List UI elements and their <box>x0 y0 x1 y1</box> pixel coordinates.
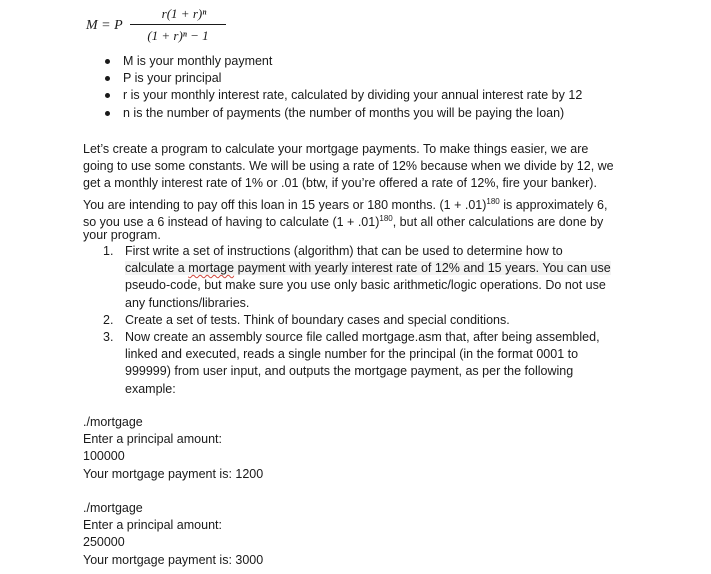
paragraph-line: Let’s create a program to calculate your mortgage payments. To make things easier, we are <box>83 142 589 156</box>
variable-list <box>103 53 582 122</box>
example-prompt: Enter a principal amount: <box>83 518 222 533</box>
fraction-bar <box>130 24 226 25</box>
superscript: 180 <box>486 196 500 206</box>
step-line: linked and executed, reads a single number for the principal (in the format 0001 to <box>125 347 579 362</box>
step-number: 3. <box>103 329 114 344</box>
step-number: 1. <box>103 244 114 258</box>
bullet-icon <box>105 93 110 98</box>
formula-denominator: (1 + r)ⁿ − 1 <box>147 28 209 43</box>
step-item <box>103 243 611 312</box>
bullet-icon <box>105 111 110 116</box>
example-prompt: Enter a principal amount: <box>83 432 222 447</box>
example-command: ./mortgage <box>83 415 143 429</box>
step-item <box>103 329 611 398</box>
bullet-icon <box>105 59 110 64</box>
step-line: Create a set of tests. Think of boundary cases and special conditions. <box>125 312 510 327</box>
highlighted-text <box>125 261 611 275</box>
formula-lhs: M = P <box>86 18 123 33</box>
step-line <box>125 260 611 277</box>
text-segment: , but all other calculations are done by <box>392 214 604 229</box>
example-output: Your mortgage payment is: 1200 <box>83 466 264 481</box>
intro-paragraph <box>83 141 643 244</box>
step-line: example: <box>125 381 176 396</box>
example-input: 100000 <box>83 449 125 464</box>
paragraph-line <box>83 193 643 210</box>
variable-text: M is your monthly payment <box>123 54 273 68</box>
misspelled-word[interactable]: mortage <box>188 261 235 276</box>
example-block <box>83 414 263 483</box>
step-line: Now create an assembly source file called mortgage.asm that, after being assembled, <box>125 329 600 344</box>
variable-text: r is your monthly interest rate, calculated by dividing your annual interest rate by 12 <box>123 88 583 103</box>
step-line: 999999) from user input, and outputs the mortgage payment, as per the following <box>125 364 574 379</box>
formula-fraction <box>130 6 226 44</box>
mortgage-formula <box>86 4 286 50</box>
step-item <box>103 312 611 329</box>
step-line: any functions/libraries. <box>125 295 250 310</box>
paragraph-line <box>83 210 643 227</box>
variable-text: P is your principal <box>123 71 222 86</box>
paragraph-line: get a monthly interest rate of 1% or .01 (btw, if you’re offered a rate of 12%, fire your banker). <box>83 176 597 191</box>
text-segment: You are intending to pay off this loan in 15 years or 180 months. (1 + .01) <box>83 197 487 212</box>
step-line: pseudo-code, but make sure you use only basic arithmetic/logic operations. Do not use <box>125 278 606 293</box>
paragraph-line: your program. <box>83 227 161 242</box>
list-item <box>103 70 582 87</box>
text-segment: so you use a 6 instead of having to calculate (1 + .01) <box>83 214 380 229</box>
step-number: 2. <box>103 312 114 327</box>
formula-numerator: r(1 + r)ⁿ <box>161 6 207 21</box>
list-item <box>103 87 582 104</box>
superscript: 180 <box>379 213 393 223</box>
text-segment: is approximately 6, <box>499 197 608 212</box>
step-line: First write a set of instructions (algorithm) that can be used to determine how to <box>125 244 563 258</box>
list-item <box>103 105 582 122</box>
variable-text: n is the number of payments (the number of months you will be paying the loan) <box>123 105 565 120</box>
text-segment: payment with yearly interest rate of 12% and 15 years. You can use <box>234 261 611 276</box>
example-command: ./mortgage <box>83 501 143 515</box>
example-input: 250000 <box>83 535 125 550</box>
paragraph-line: going to use some constants. We will be using a rate of 12% because when we divide by 12, we <box>83 159 614 174</box>
example-output: Your mortgage payment is: 3000 <box>83 552 264 567</box>
text-segment: calculate a <box>125 261 189 276</box>
bullet-icon <box>105 76 110 81</box>
example-block <box>83 500 263 569</box>
steps-list <box>103 243 611 398</box>
list-item <box>103 53 582 70</box>
